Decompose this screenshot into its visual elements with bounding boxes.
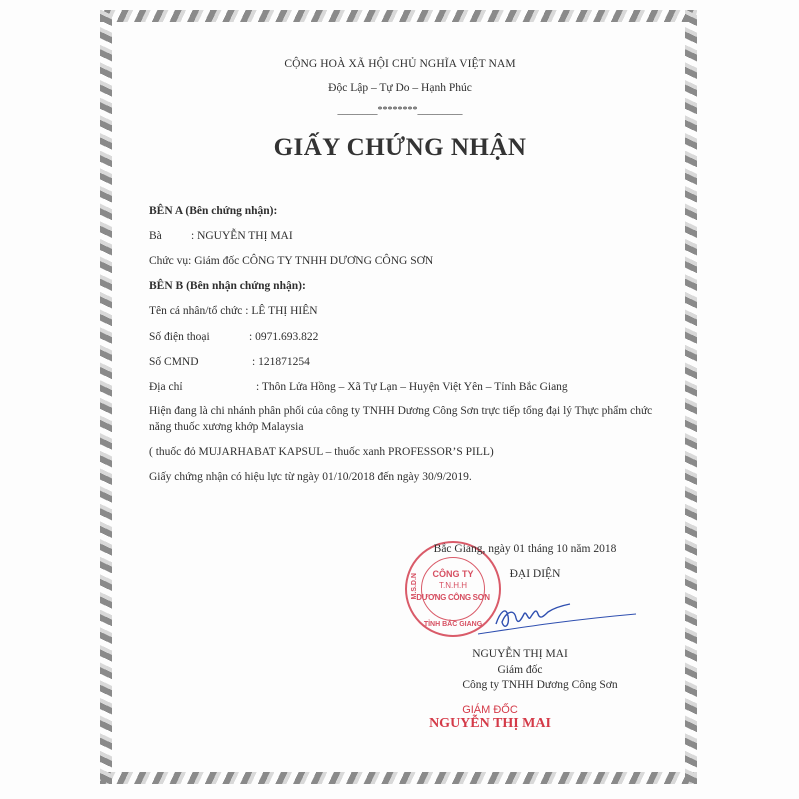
representative-label: ĐẠI DIỆN (509, 568, 561, 580)
products-line: ( thuốc đỏ MUJARHABAT KAPSUL – thuốc xanh PROFESSOR’S PILL) (149, 446, 494, 458)
handwritten-signature (478, 598, 638, 638)
field-value: : Thôn Lửa Hồng – Xã Tự Lạn – Huyện Việt Yên – Tỉnh Bắc Giang (256, 381, 568, 393)
signer-name: NGUYỄN THỊ MAI (472, 648, 568, 660)
party-a-name-value: : NGUYỄN THỊ MAI (191, 230, 293, 242)
seal-ring-text-left: M.S.D.N (411, 573, 418, 600)
place-and-date: Bắc Giang, ngày 01 tháng 10 năm 2018 (433, 543, 617, 555)
party-a-position: Chức vụ: Giám đốc CÔNG TY TNHH DƯƠNG CÔNG SƠN (149, 255, 434, 267)
border-right (685, 10, 697, 784)
decorative-border (100, 10, 697, 784)
seal-line-name: DƯƠNG CÔNG SƠN (416, 593, 490, 602)
border-left (100, 10, 112, 784)
field-label: Địa chỉ (149, 381, 183, 393)
party-b-heading: BÊN B (Bên nhận chứng nhận): (149, 280, 306, 292)
seal-line-company: CÔNG TY (432, 569, 474, 579)
validity-line: Giấy chứng nhận có hiệu lực từ ngày 01/10/2018 đến ngày 30/9/2019. (149, 471, 472, 483)
field-value: : 121871254 (252, 356, 310, 368)
national-motto: Độc Lập – Tự Do – Hạnh Phúc (328, 82, 472, 94)
party-a-name-label: Bà (149, 230, 162, 242)
name-stamp-role: GIÁM ĐỐC (462, 704, 518, 716)
party-b-field-id (149, 355, 310, 369)
field-label: Số CMND (149, 356, 199, 368)
field-label: Số điện thoại (149, 331, 210, 343)
document-title: GIẤY CHỨNG NHẬN (273, 134, 527, 161)
party-b-field-name (149, 304, 318, 318)
seal-line-type: T.N.H.H (439, 581, 467, 590)
party-a-name-row (149, 229, 293, 243)
field-value: : 0971.693.822 (249, 331, 319, 343)
name-stamp-name: NGUYỄN THỊ MAI (429, 716, 551, 731)
party-b-field-phone (149, 330, 318, 344)
field-value: : LÊ THỊ HIÊN (245, 305, 318, 317)
party-a-heading: BÊN A (Bên chứng nhận): (149, 205, 278, 217)
party-b-field-address (149, 380, 568, 394)
signer-role: Giám đốc (497, 664, 543, 676)
header-separator: ________********_________ (337, 105, 463, 116)
distribution-paragraph: Hiện đang là chi nhánh phân phối của công ty TNHH Dương Công Sơn trực tiếp tổng đại lý Thực phẩm chức năng thuốc xương khớp Malaysia (149, 405, 653, 433)
national-title: CỘNG HOÀ XÃ HỘI CHỦ NGHĨA VIỆT NAM (284, 58, 516, 70)
field-label: Tên cá nhân/tổ chức (149, 305, 243, 317)
border-bottom (100, 772, 697, 784)
seal-ring-text-bottom: TỈNH BẮC GIANG (423, 621, 483, 628)
border-top (100, 10, 697, 22)
signer-company: Công ty TNHH Dương Công Sơn (462, 679, 618, 691)
